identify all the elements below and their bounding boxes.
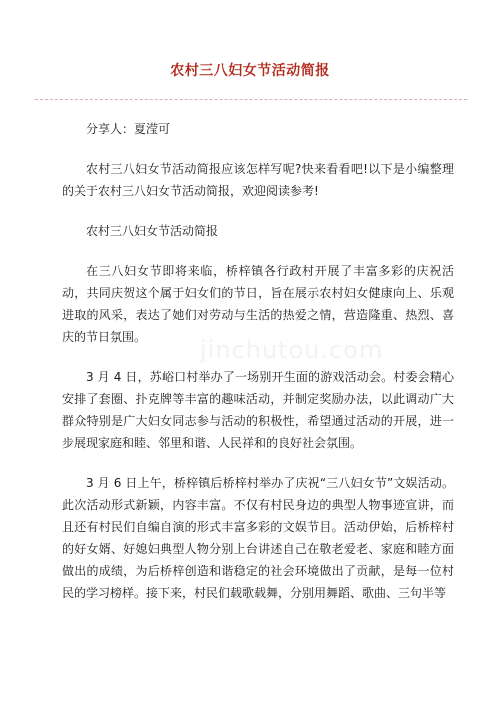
title-divider	[35, 99, 467, 100]
body-paragraph-3: 3 月 6 日上午，桥梓镇后桥梓村举办了庆祝“三八妇女节”文娱活动。此次活动形式新颖，内容丰富。不仅有村民身边的典型人物事迹宣讲，而且还有村民们自编自演的形式丰富多彩的文娱节目。活动伊始，后桥梓村的好女婿、好媳妇典型人物分别上台讲述自己在敬老爱老、家庭和睦方面做出的成绩，为后桥梓创造和谐稳定的社会环境做出了贡献，是每一位村民的学习榜样。接下来，村民们载歌载舞，分别用舞蹈、歌曲、三句半等	[62, 476, 454, 600]
body-paragraph-2: 3 月 4 日，苏峪口村举办了一场别开生面的游戏活动会。村委会精心安排了套圈、扑克牌等丰富的趣味活动，并制定奖励办法，以此调动广大群众特别是广大妇女同志参与活动的积极性，希望通过活动的开展，进一步展现家庭和睦、邻里和谐、人民祥和的良好社会氛围。	[62, 370, 454, 450]
document-title: 农村三八妇女节活动简报	[170, 63, 330, 79]
section-subtitle: 农村三八妇女节活动简报	[86, 224, 219, 238]
watermark-text: jinchutou.com	[200, 336, 384, 364]
author-line: 分享人：夏滢可	[86, 122, 171, 136]
body-paragraph-1: 在三八妇女节即将来临，桥梓镇各行政村开展了丰富多彩的庆祝活动，共同庆贺这个属于妇女们的节日，旨在展示农村妇女健康向上、乐观进取的风采，表达了她们对劳动与生活的热爱之情，营造隆重、热烈、喜庆的节日氛围。	[62, 264, 454, 344]
intro-paragraph: 农村三八妇女节活动简报应该怎样写呢?快来看看吧!以下是小编整理的关于农村三八妇女节活动简报，欢迎阅读参考!	[62, 162, 454, 198]
document-body	[62, 118, 454, 622]
